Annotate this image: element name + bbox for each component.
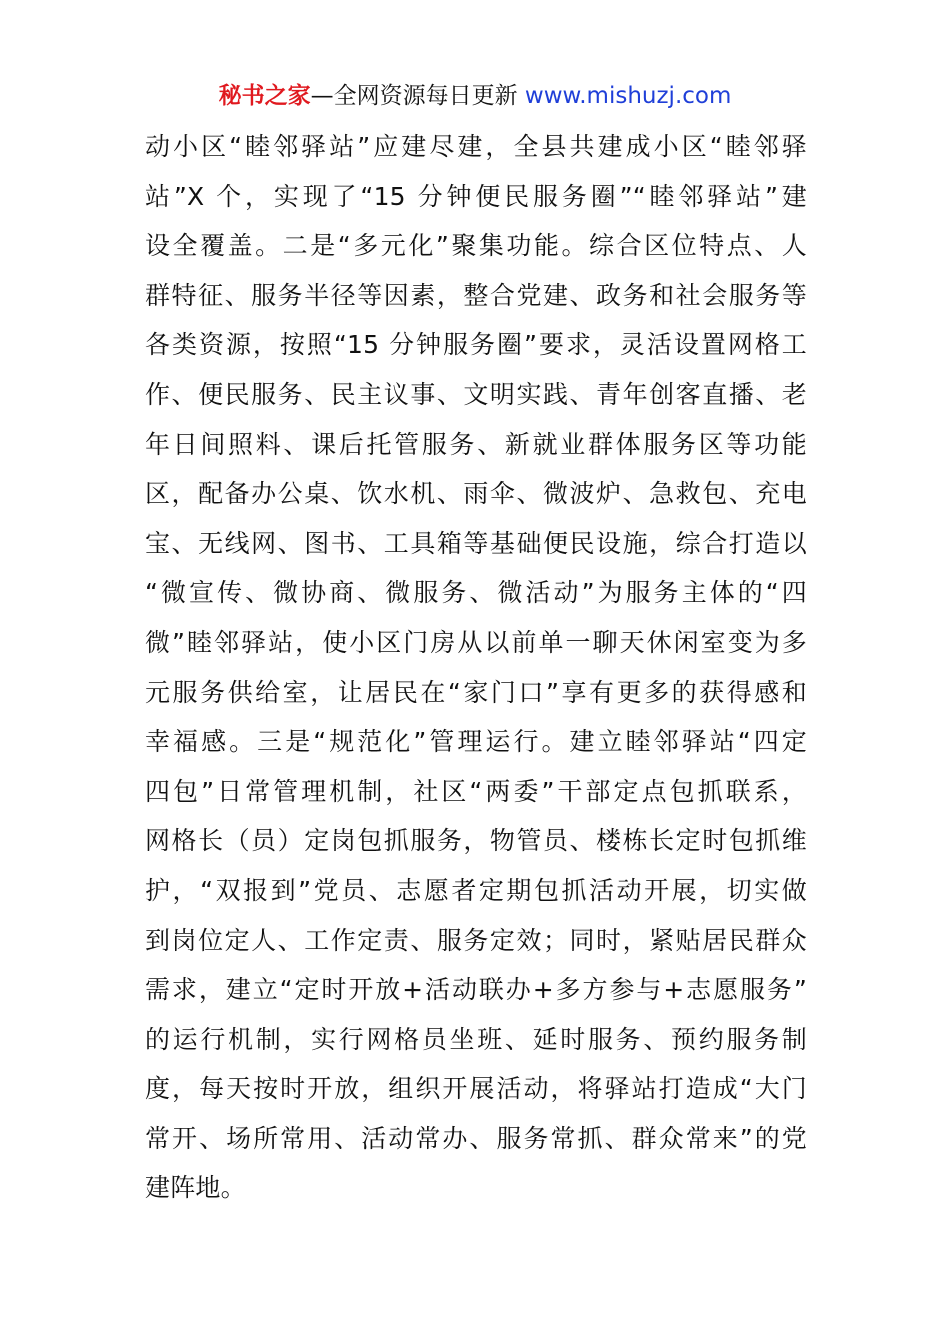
page-header [0, 80, 950, 112]
site-name: 秘书之家 [218, 83, 311, 109]
text-line: 网格长（员）定岗包抓服务，物管员、楼栋长定时包抓维 [145, 826, 807, 856]
text-line: 幸福感。三是“规范化”管理运行。建立睦邻驿站“四定 [145, 727, 807, 757]
document-body [145, 128, 807, 1219]
text-line: 区，配备办公桌、饮水机、雨伞、微波炉、急救包、充电 [145, 479, 807, 509]
text-line: 群特征、服务半径等因素，整合党建、政务和社会服务等 [145, 280, 807, 310]
text-line: 年日间照料、课后托管服务、新就业群体服务区等功能 [145, 429, 807, 459]
text-line: 微”睦邻驿站，使小区门房从以前单一聊天休闲室变为多 [145, 627, 807, 657]
text-line: 需求，建立“定时开放+活动联办+多方参与+志愿服务” [145, 975, 807, 1005]
text-line: “微宣传、微协商、微服务、微活动”为服务主体的“四 [145, 578, 807, 608]
text-line: 设全覆盖。二是“多元化”聚集功能。综合区位特点、人 [145, 231, 807, 261]
text-line: 护，“双报到”党员、志愿者定期包抓活动开展，切实做 [145, 875, 807, 905]
text-line: 到岗位定人、工作定责、服务定效；同时，紧贴居民群众 [145, 925, 807, 955]
text-line: 动小区“睦邻驿站”应建尽建，全县共建成小区“睦邻驿 [145, 132, 807, 161]
text-line: 宝、无线网、图书、工具箱等基础便民设施，综合打造以 [145, 528, 807, 558]
text-line: 各类资源，按照“15 分钟服务圈”要求，灵活设置网格工 [145, 330, 807, 360]
text-line: 常开、场所常用、活动常办、服务常抓、群众常来”的党 [145, 1123, 807, 1153]
text-line: 的运行机制，实行网格员坐班、延时服务、预约服务制 [145, 1024, 807, 1054]
site-url-link[interactable]: www.mishuzj.com [524, 83, 732, 109]
header-tagline: —全网资源每日更新 [310, 83, 518, 109]
text-line-last: 建阵地。 [145, 1173, 246, 1203]
text-line: 元服务供给室，让居民在“家门口”享有更多的获得感和 [145, 677, 807, 707]
text-line: 四包”日常管理机制，社区“两委”干部定点包抓联系， [145, 776, 807, 806]
text-line: 度，每天按时开放，组织开展活动，将驿站打造成“大门 [145, 1074, 807, 1104]
text-line: 站”X 个，实现了“15 分钟便民服务圈”“睦邻驿站”建 [145, 181, 807, 211]
text-line: 作、便民服务、民主议事、文明实践、青年创客直播、老 [145, 379, 807, 409]
